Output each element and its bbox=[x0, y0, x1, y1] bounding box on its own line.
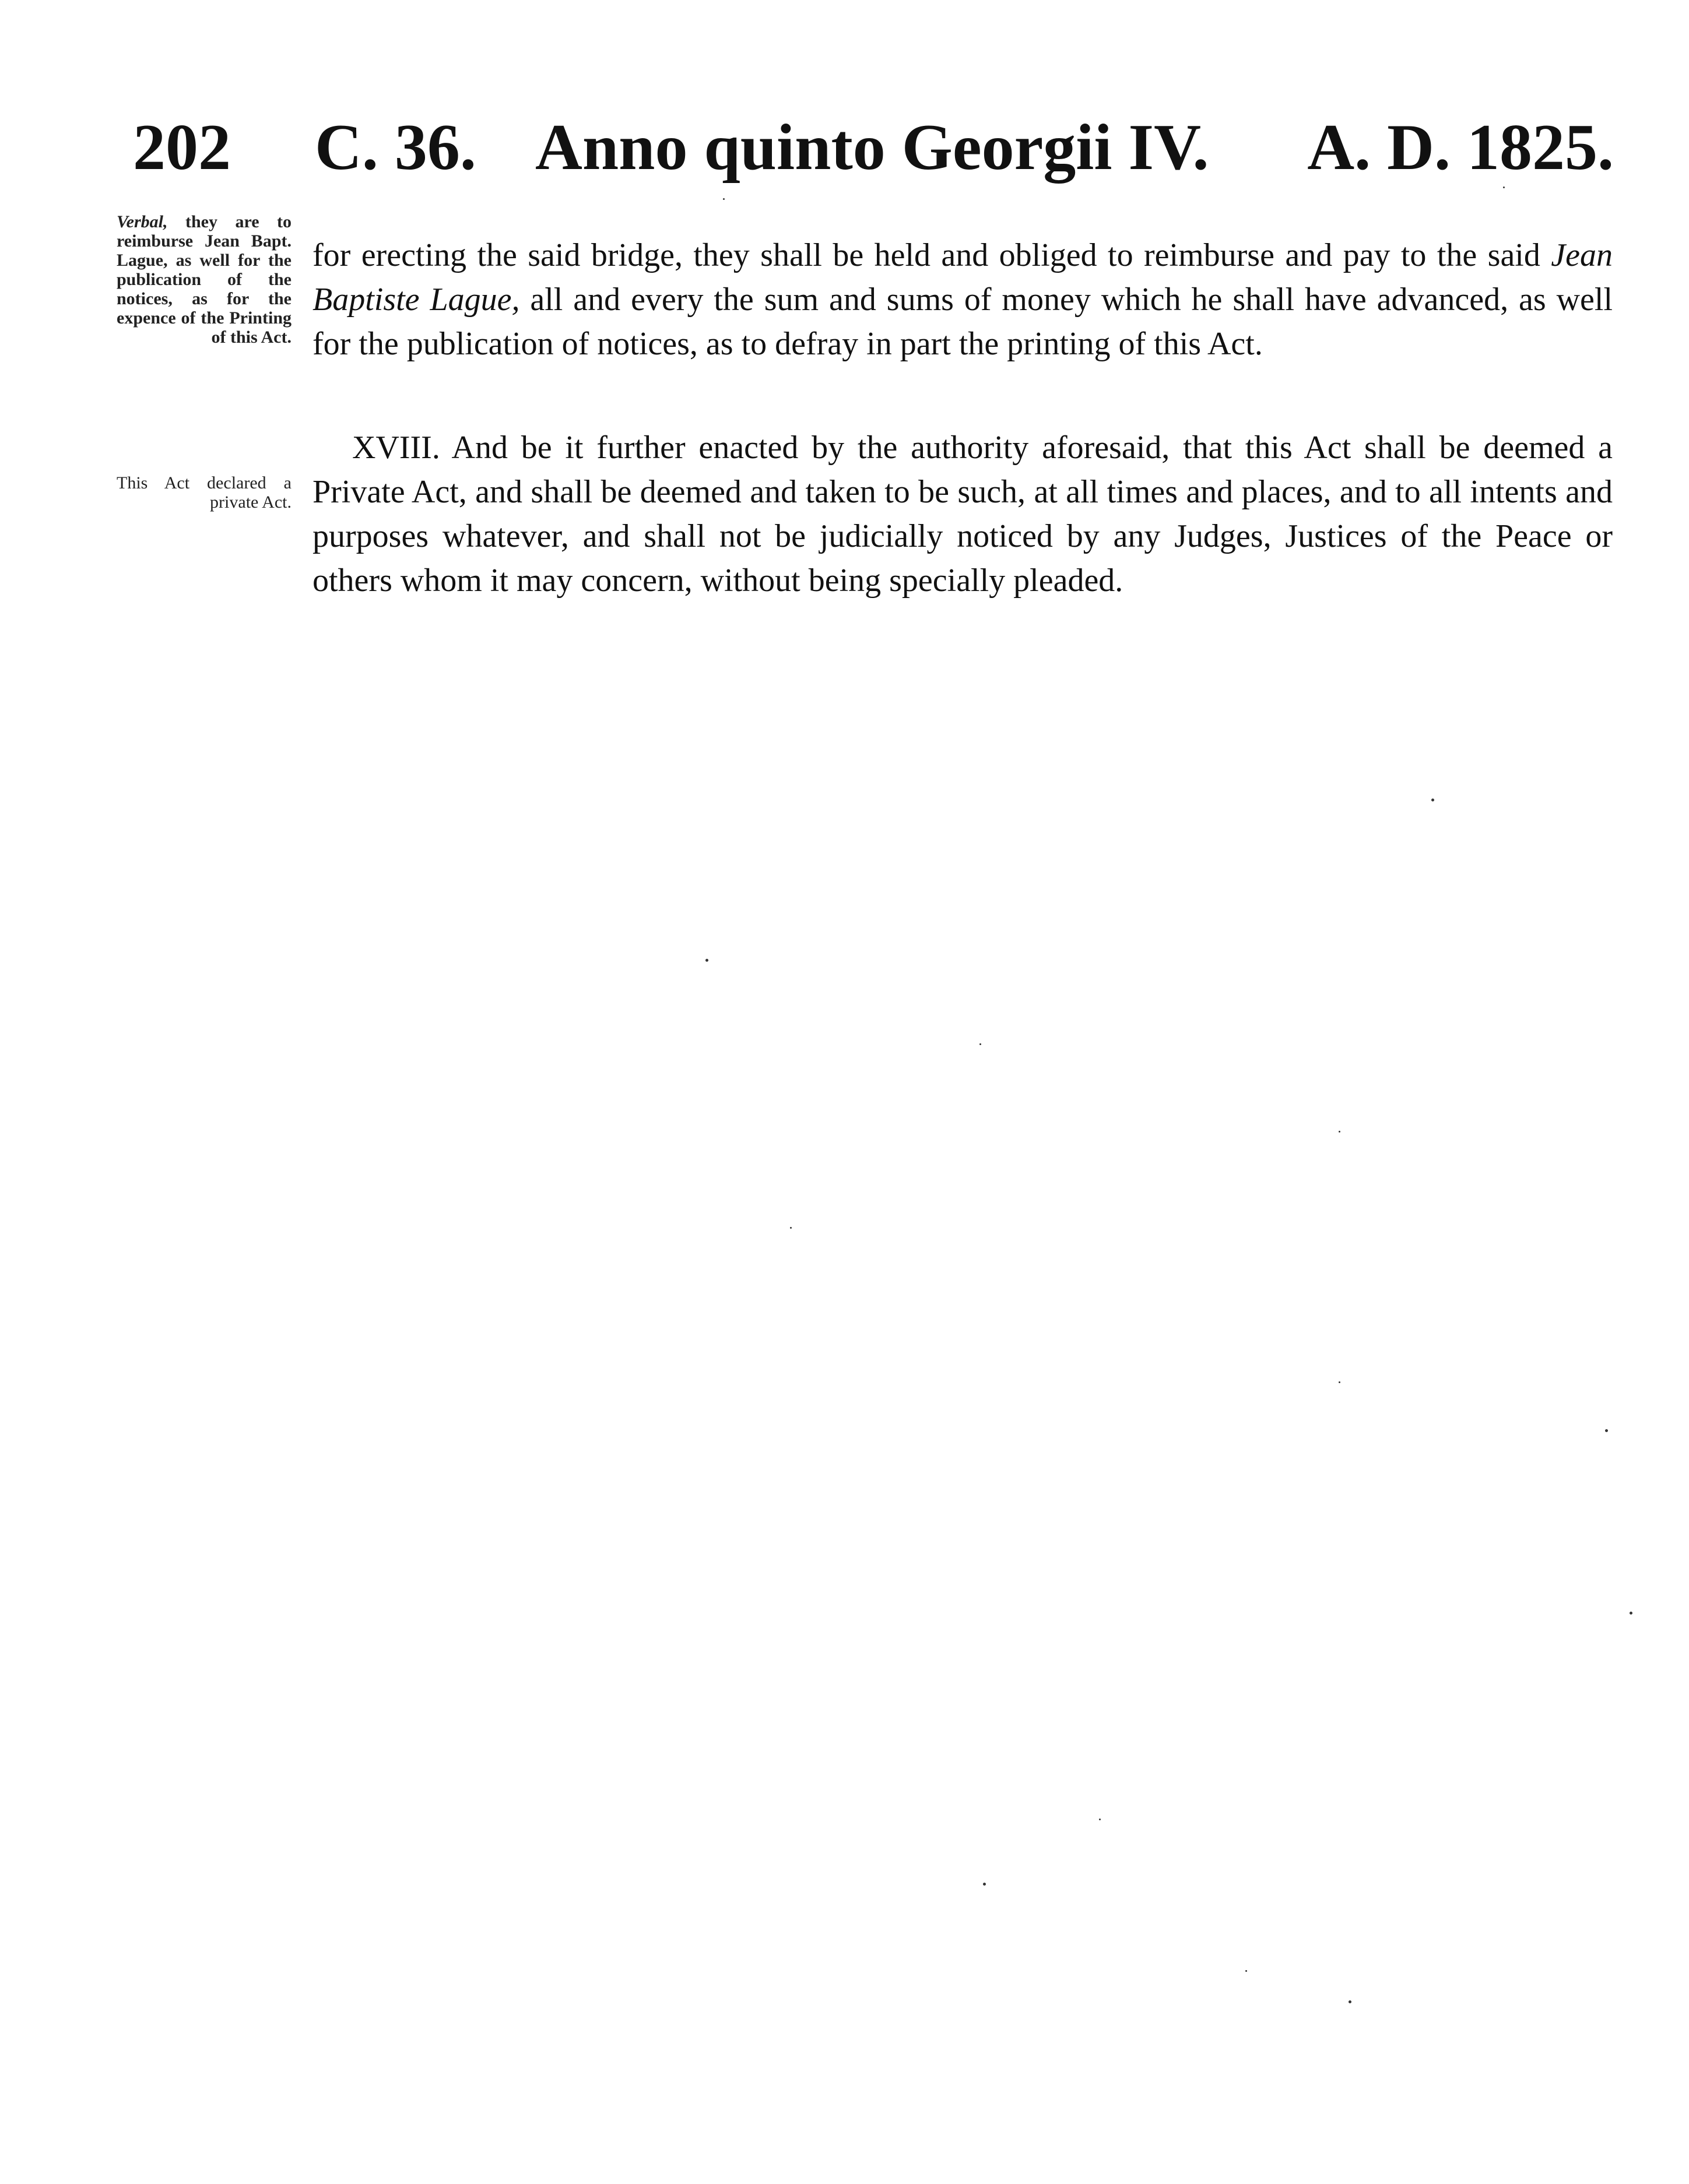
header-year: A. D. 1825. bbox=[1307, 111, 1614, 184]
scan-speck bbox=[1339, 1381, 1340, 1383]
scan-speck bbox=[790, 1227, 792, 1229]
scan-speck bbox=[1099, 1819, 1101, 1820]
scan-speck bbox=[983, 1883, 986, 1886]
scan-speck bbox=[705, 959, 708, 962]
para1-text-a: for erecting the said bridge, they shall be held and obliged to reimburse and pay to the said bbox=[312, 237, 1551, 273]
page-number: 202 bbox=[133, 111, 231, 184]
scan-speck bbox=[1605, 1429, 1608, 1432]
margin-note-private-act: This Act declared a private Act. bbox=[117, 473, 292, 512]
scan-speck bbox=[1339, 1131, 1340, 1133]
scan-speck bbox=[1349, 2000, 1351, 2003]
header-title: Anno quinto Georgii IV. bbox=[535, 111, 1209, 184]
scan-speck bbox=[1630, 1612, 1632, 1615]
paragraph-continuation bbox=[312, 233, 1613, 366]
margin-note-reimburse bbox=[117, 212, 292, 347]
para1-name-italic: Jean Baptiste Lague, bbox=[312, 237, 1613, 318]
scan-speck bbox=[1431, 799, 1434, 801]
margin-note-text: they are to reimburse Jean Bapt. Lague, as well for the publication of the notices, as for the expence of the Printing of this Act. bbox=[117, 212, 292, 347]
paragraph-section-xviii: XVIII. And be it further enacted by the authority aforesaid, that this Act shall be deemed a Private Act, and shall be deemed and taken to be such, at all times and places, and to all intents and purposes whatever, and shall not be judicially noticed by any Judges, Justices of the Peace or others whom it may concern, without being specially pleaded. bbox=[312, 430, 1613, 599]
para1-text-b: all and every the sum and sums of money which he shall have advanced, as well for the publication of notices, as to defray in part the printing of this Act. bbox=[312, 282, 1613, 362]
scan-speck bbox=[979, 1043, 981, 1045]
margin-note-italic: Verbal, bbox=[117, 212, 168, 231]
scan-speck bbox=[1503, 187, 1505, 188]
scan-speck bbox=[1245, 1970, 1247, 1972]
chapter-number: C. 36. bbox=[315, 111, 476, 184]
running-header bbox=[133, 104, 1614, 191]
scan-speck bbox=[723, 198, 725, 200]
